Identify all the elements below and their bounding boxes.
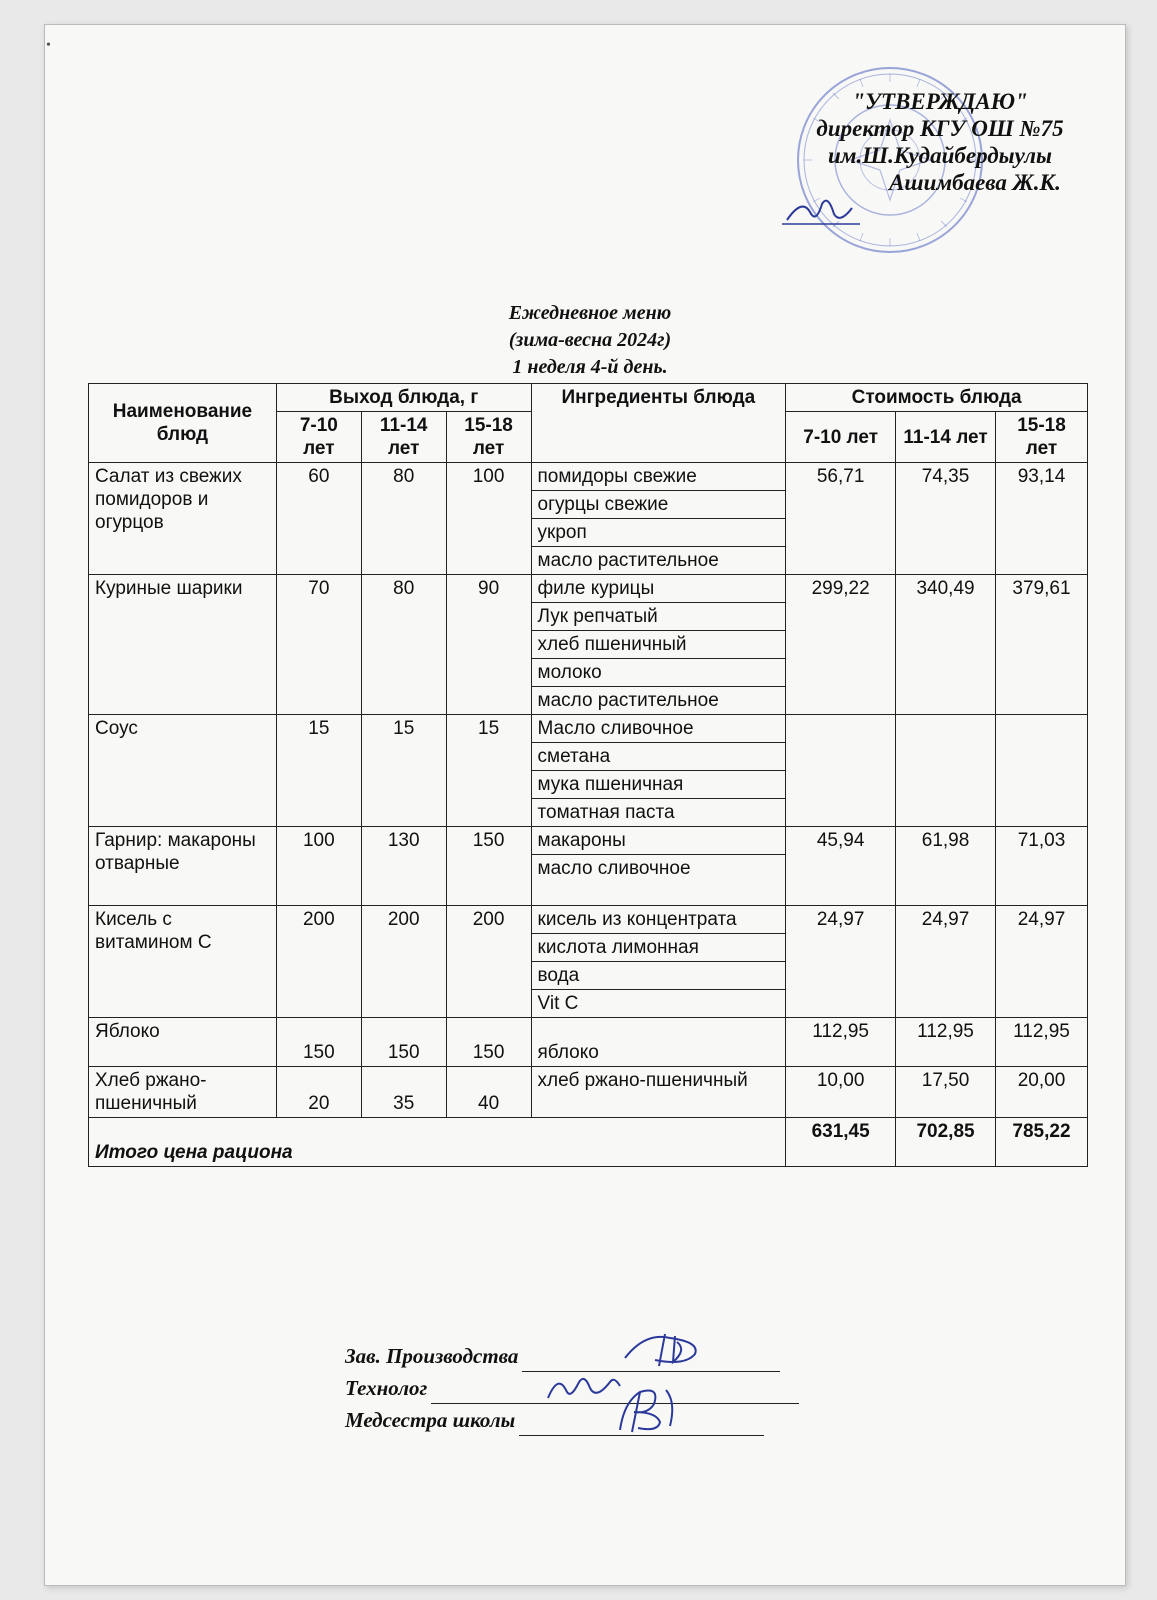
ingredient: хлеб пшеничный [531, 631, 786, 659]
total-row [89, 1118, 1088, 1167]
dish-name: Соус [89, 715, 277, 827]
ingredient: молоко [531, 659, 786, 687]
output-11-14: 150 [361, 1018, 446, 1067]
dish-name: Кисель с витамином С [89, 906, 277, 1018]
cost-15-18: 24,97 [995, 906, 1087, 1018]
cost-7-10 [786, 715, 896, 827]
ingredient: масло сливочное [531, 855, 786, 906]
output-15-18: 100 [446, 463, 531, 575]
header-cost: Стоимость блюда [786, 384, 1088, 412]
approval-heading: "УТВЕРЖДАЮ" [852, 89, 1028, 114]
cost-7-10: 24,97 [786, 906, 896, 1018]
technologist-label: Технолог [345, 1376, 428, 1400]
output-11-14: 80 [361, 463, 446, 575]
ingredient: Лук репчатый [531, 603, 786, 631]
output-7-10: 200 [276, 906, 361, 1018]
title-line-3: 1 неделя 4-й день. [512, 356, 668, 378]
cost-7-10: 10,00 [786, 1067, 896, 1118]
ingredient: вода [531, 962, 786, 990]
header-output-age-3: 15-18 лет [446, 412, 531, 463]
ingredient: кислота лимонная [531, 934, 786, 962]
signature-row-nurse [345, 1404, 845, 1436]
output-11-14: 130 [361, 827, 446, 906]
output-7-10: 100 [276, 827, 361, 906]
cost-11-14: 24,97 [896, 906, 996, 1018]
ingredient: мука пшеничная [531, 771, 786, 799]
ingredient: томатная паста [531, 799, 786, 827]
total-7-10: 631,45 [786, 1118, 896, 1167]
output-15-18: 40 [446, 1067, 531, 1118]
ingredient: масло растительное [531, 547, 786, 575]
ingredient: укроп [531, 519, 786, 547]
header-output-age-1: 7-10 лет [276, 412, 361, 463]
ingredient: Vit C [531, 990, 786, 1018]
header-ingredients: Ингредиенты блюда [531, 384, 786, 463]
header-cost-age-1: 7-10 лет [786, 412, 896, 463]
output-15-18: 15 [446, 715, 531, 827]
nurse-label: Медсестра школы [345, 1408, 516, 1432]
output-7-10: 15 [276, 715, 361, 827]
cost-15-18: 20,00 [995, 1067, 1087, 1118]
output-11-14: 35 [361, 1067, 446, 1118]
ingredient: кисель из концентрата [531, 906, 786, 934]
cost-7-10: 112,95 [786, 1018, 896, 1067]
menu-table [88, 383, 1088, 1167]
approval-school: им.Ш.Кудайбердыулы [827, 143, 1052, 168]
header-cost-age-3: 15-18 лет [995, 412, 1087, 463]
cost-11-14: 340,49 [896, 575, 996, 715]
table-row [89, 1067, 1088, 1118]
title-line-2: (зима-весна 2024г) [508, 329, 672, 351]
cost-15-18: 112,95 [995, 1018, 1087, 1067]
cost-7-10: 56,71 [786, 463, 896, 575]
total-label: Итого цена рациона [89, 1118, 786, 1167]
output-7-10: 70 [276, 575, 361, 715]
approval-director-name: Ашимбаева Ж.К. [889, 170, 1061, 195]
output-11-14: 15 [361, 715, 446, 827]
header-output-age-2: 11-14 лет [361, 412, 446, 463]
staple-mark: • [46, 38, 51, 53]
cost-7-10: 45,94 [786, 827, 896, 906]
output-15-18: 150 [446, 827, 531, 906]
cost-15-18: 71,03 [995, 827, 1087, 906]
output-7-10: 20 [276, 1067, 361, 1118]
cost-15-18: 93,14 [995, 463, 1087, 575]
signatures-block [345, 1340, 845, 1436]
ingredient: Масло сливочное [531, 715, 786, 743]
ingredient: помидоры свежие [531, 463, 786, 491]
header-name: Наименование блюд [89, 384, 277, 463]
dish-name: Хлеб ржано-пшеничный [89, 1067, 277, 1118]
output-15-18: 150 [446, 1018, 531, 1067]
cost-11-14: 112,95 [896, 1018, 996, 1067]
title-line-1: Ежедневное меню [508, 302, 672, 324]
ingredient: хлеб ржано-пшеничный [531, 1067, 786, 1118]
director-signature [782, 190, 862, 230]
document-title [350, 300, 830, 381]
output-7-10: 60 [276, 463, 361, 575]
cost-11-14: 74,35 [896, 463, 996, 575]
table-row [89, 715, 1088, 743]
production-signature [615, 1328, 725, 1372]
table-row [89, 827, 1088, 855]
ingredient: яблоко [531, 1018, 786, 1067]
dish-name: Яблоко [89, 1018, 277, 1067]
cost-15-18 [995, 715, 1087, 827]
output-11-14: 80 [361, 575, 446, 715]
table-row [89, 1018, 1088, 1067]
ingredient: масло растительное [531, 687, 786, 715]
approval-position: директор КГУ ОШ №75 [816, 116, 1064, 141]
cost-11-14 [896, 715, 996, 827]
output-11-14: 200 [361, 906, 446, 1018]
dish-name: Салат из свежих помидоров и огурцов [89, 463, 277, 575]
dish-name: Гарнир: макароны отварные [89, 827, 277, 906]
header-cost-age-2: 11-14 лет [896, 412, 996, 463]
signature-row-technologist [345, 1372, 845, 1404]
dish-name: Куриные шарики [89, 575, 277, 715]
ingredient: огурцы свежие [531, 491, 786, 519]
total-11-14: 702,85 [896, 1118, 996, 1167]
table-row [89, 575, 1088, 603]
nurse-signature [610, 1382, 690, 1438]
approval-block [780, 88, 1100, 196]
cost-11-14: 61,98 [896, 827, 996, 906]
ingredient: филе курицы [531, 575, 786, 603]
total-15-18: 785,22 [995, 1118, 1087, 1167]
output-15-18: 90 [446, 575, 531, 715]
cost-11-14: 17,50 [896, 1067, 996, 1118]
table-row [89, 463, 1088, 491]
cost-7-10: 299,22 [786, 575, 896, 715]
ingredient: макароны [531, 827, 786, 855]
cost-15-18: 379,61 [995, 575, 1087, 715]
production-label: Зав. Производства [345, 1344, 519, 1368]
output-15-18: 200 [446, 906, 531, 1018]
output-7-10: 150 [276, 1018, 361, 1067]
header-output: Выход блюда, г [276, 384, 531, 412]
table-row [89, 906, 1088, 934]
ingredient: сметана [531, 743, 786, 771]
